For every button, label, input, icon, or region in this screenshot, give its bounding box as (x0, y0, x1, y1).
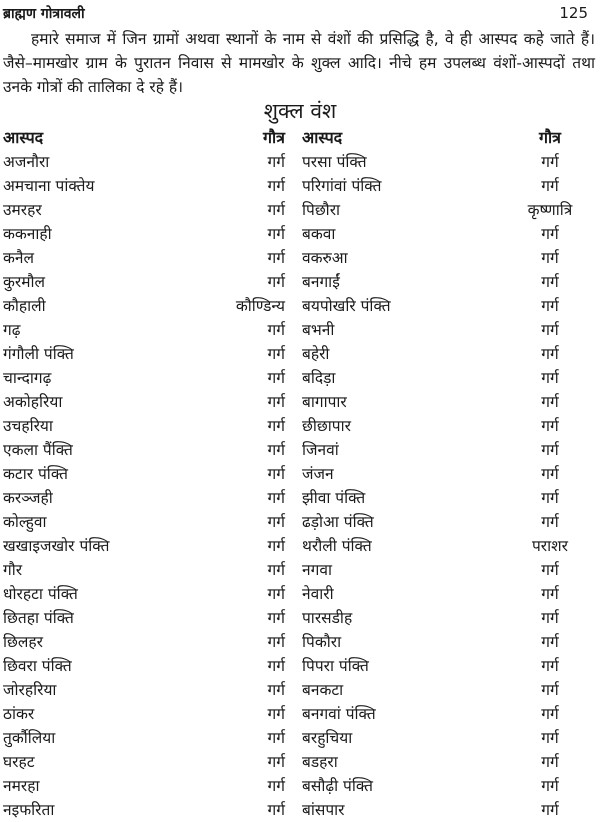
cell-gotra-2: गर्ग (541, 513, 559, 531)
cell-aaspad: छिलहर (3, 633, 43, 651)
table-row (0, 198, 600, 222)
cell-gotra: गर्ग (267, 705, 285, 723)
cell-aaspad-2: थरौली पंक्ति (302, 537, 372, 555)
cell-aaspad-2: बनकटा (302, 681, 344, 699)
cell-gotra: गर्ग (267, 537, 285, 555)
cell-gotra-2: गर्ग (541, 657, 559, 675)
cell-gotra: कौण्डिन्य (235, 297, 285, 315)
cell-gotra: गर्ग (267, 489, 285, 507)
cell-aaspad: छितहा पंक्ति (3, 609, 74, 627)
table-row (0, 630, 600, 654)
cell-aaspad-2: बभनी (302, 321, 335, 339)
cell-gotra: गर्ग (267, 681, 285, 699)
cell-gotra: गर्ग (267, 369, 285, 387)
cell-aaspad: कुरमौल (3, 273, 46, 291)
cell-gotra: गर्ग (267, 465, 285, 483)
cell-gotra-2: गर्ग (541, 297, 559, 315)
cell-gotra: गर्ग (267, 777, 285, 795)
cell-gotra-2: गर्ग (541, 345, 559, 363)
cell-aaspad-2: बकवा (302, 225, 336, 243)
table-row (0, 150, 600, 174)
cell-aaspad: उमरहर (3, 201, 42, 219)
cell-aaspad: नइफरिता (3, 801, 55, 819)
cell-aaspad-2: पिछौरा (302, 201, 341, 219)
table-row (0, 726, 600, 750)
cell-aaspad: अकोहरिया (3, 393, 63, 411)
cell-aaspad: उचहरिया (3, 417, 53, 435)
cell-aaspad-2: बडहरा (302, 753, 338, 771)
cell-aaspad-2: नगवा (302, 561, 332, 579)
cell-gotra-2: गर्ग (541, 681, 559, 699)
column-header-aaspad: आस्पद (3, 128, 44, 147)
cell-aaspad: घरहट (3, 753, 35, 771)
cell-aaspad: गंगौली पंक्ति (3, 345, 74, 363)
cell-gotra: गर्ग (267, 561, 285, 579)
table-row (0, 222, 600, 246)
cell-aaspad: कोल्हुवा (3, 513, 47, 531)
column-header-gotra: गौत्र (263, 128, 285, 147)
cell-aaspad: गढ़ (3, 321, 21, 339)
cell-aaspad-2: बांसपार (302, 801, 345, 819)
cell-aaspad-2: बसौढ़ी पंक्ति (302, 777, 373, 795)
cell-gotra-2: गर्ग (541, 321, 559, 339)
table-row (0, 462, 600, 486)
table-row (0, 390, 600, 414)
cell-aaspad: धोरहटा पंक्ति (3, 585, 78, 603)
cell-gotra-2: गर्ग (541, 609, 559, 627)
table-row (0, 414, 600, 438)
table-row (0, 798, 600, 822)
cell-aaspad-2: पारसडीह (302, 609, 353, 627)
cell-aaspad-2: पिपरा पंक्ति (302, 657, 369, 675)
cell-gotra-2: गर्ग (541, 561, 559, 579)
cell-aaspad: नमरहा (3, 777, 40, 795)
cell-aaspad-2: झीवा पंक्ति (302, 489, 366, 507)
cell-gotra: गर्ग (267, 417, 285, 435)
cell-aaspad: एकला पैंक्ति (3, 441, 73, 459)
table-row (0, 606, 600, 630)
cell-aaspad-2: पिकौरा (302, 633, 342, 651)
cell-aaspad-2: नेवारी (302, 585, 334, 603)
cell-gotra: गर्ग (267, 633, 285, 651)
cell-gotra: गर्ग (267, 753, 285, 771)
cell-gotra-2: गर्ग (541, 249, 559, 267)
table-row (0, 558, 600, 582)
cell-aaspad: जोरहरिया (3, 681, 57, 699)
cell-aaspad: कौहाली (3, 297, 46, 315)
table-row (0, 366, 600, 390)
cell-gotra-2: गर्ग (541, 489, 559, 507)
cell-gotra-2: गर्ग (541, 729, 559, 747)
cell-gotra: गर्ग (267, 177, 285, 195)
cell-aaspad-2: बनगवां पंक्ति (302, 705, 376, 723)
cell-gotra: गर्ग (267, 201, 285, 219)
cell-gotra-2: गर्ग (541, 801, 559, 819)
cell-gotra: गर्ग (267, 585, 285, 603)
cell-gotra-2: कृष्णात्रि (527, 201, 573, 219)
cell-aaspad: गौर (3, 561, 23, 579)
cell-aaspad: चान्दागढ़ (3, 369, 52, 387)
cell-gotra: गर्ग (267, 225, 285, 243)
page-number: 125 (559, 4, 588, 22)
table-row (0, 294, 600, 318)
cell-gotra-2: गर्ग (541, 393, 559, 411)
cell-aaspad-2: बनगाईं (302, 273, 340, 291)
cell-gotra-2: गर्ग (541, 273, 559, 291)
cell-gotra-2: गर्ग (541, 705, 559, 723)
cell-gotra-2: गर्ग (541, 153, 559, 171)
cell-gotra-2: गर्ग (541, 441, 559, 459)
cell-aaspad-2: परसा पंक्ति (302, 153, 367, 171)
cell-gotra: गर्ग (267, 441, 285, 459)
table-row (0, 486, 600, 510)
table-row (0, 582, 600, 606)
cell-aaspad: ठांकर (3, 705, 35, 723)
cell-aaspad-2: परिगांवां पंक्ति (302, 177, 382, 195)
column-header-aaspad-2: आस्पद (302, 128, 343, 147)
cell-aaspad: अमचाना पांक्तेय (3, 177, 95, 195)
intro-paragraph (3, 27, 595, 99)
table-row (0, 246, 600, 270)
running-title: ब्राह्मण गोत्रावली (3, 6, 85, 22)
table-row (0, 702, 600, 726)
cell-gotra: गर्ग (267, 393, 285, 411)
cell-aaspad-2: जंजन (302, 465, 334, 483)
intro-text: हमारे समाज में जिन ग्रामों अथवा स्थानों के नाम से वंशों की प्रसिद्धि है, वे ही आस्पद कहे जाते हैं। जैसे–मामखोर ग्राम के पुरातन निवास से मामखोर के शुक्ल आदि। नीचे हम उपलब्ध वंशों-आस्पदों तथा उनके गोत्रों की तालिका दे रहे हैं। (3, 30, 595, 96)
cell-aaspad-2: बदिड़ा (302, 369, 336, 387)
cell-aaspad-2: बहेरी (302, 345, 330, 363)
cell-aaspad: करञ्जही (3, 489, 53, 507)
cell-gotra: गर्ग (267, 801, 285, 819)
table-row (0, 510, 600, 534)
cell-gotra: गर्ग (267, 321, 285, 339)
cell-aaspad-2: बरहुचिया (302, 729, 353, 747)
cell-gotra: गर्ग (267, 729, 285, 747)
cell-gotra-2: गर्ग (541, 417, 559, 435)
cell-gotra-2: पराशर (531, 537, 569, 555)
cell-gotra: गर्ग (267, 249, 285, 267)
cell-aaspad-2: वकरुआ (302, 249, 348, 267)
cell-gotra-2: गर्ग (541, 177, 559, 195)
cell-aaspad-2: बयपोखरि पंक्ति (302, 297, 391, 315)
table-row (0, 270, 600, 294)
cell-aaspad-2: छीछापार (302, 417, 351, 435)
table-row (0, 678, 600, 702)
table-row (0, 438, 600, 462)
cell-gotra-2: गर्ग (541, 465, 559, 483)
table-row (0, 534, 600, 558)
table-row (0, 174, 600, 198)
cell-aaspad-2: ढड़ोआ पंक्ति (302, 513, 374, 531)
cell-gotra: गर्ग (267, 513, 285, 531)
cell-gotra: गर्ग (267, 345, 285, 363)
cell-gotra-2: गर्ग (541, 585, 559, 603)
table-row (0, 774, 600, 798)
cell-aaspad: कनैल (3, 249, 35, 267)
cell-aaspad: खखाइजखोर पंक्ति (3, 537, 110, 555)
cell-gotra-2: गर्ग (541, 633, 559, 651)
table-row (0, 750, 600, 774)
cell-aaspad: तुर्कौलिया (3, 729, 56, 747)
cell-aaspad: कटार पंक्ति (3, 465, 68, 483)
table-row (0, 342, 600, 366)
cell-aaspad: छिवरा पंक्ति (3, 657, 72, 675)
table-row (0, 654, 600, 678)
cell-aaspad: अजनौरा (3, 153, 50, 171)
column-header-gotra-2: गौत्र (539, 128, 561, 147)
cell-gotra-2: गर्ग (541, 225, 559, 243)
table-header (0, 126, 600, 150)
cell-aaspad-2: बागापार (302, 393, 347, 411)
cell-gotra: गर्ग (267, 657, 285, 675)
cell-gotra: गर्ग (267, 609, 285, 627)
table-row (0, 318, 600, 342)
cell-gotra: गर्ग (267, 273, 285, 291)
cell-gotra-2: गर्ग (541, 753, 559, 771)
cell-gotra-2: गर्ग (541, 369, 559, 387)
section-title: शुक्ल वंश (263, 99, 337, 123)
cell-gotra: गर्ग (267, 153, 285, 171)
cell-aaspad: ककनाही (3, 225, 52, 243)
cell-gotra-2: गर्ग (541, 777, 559, 795)
cell-aaspad-2: जिनवां (302, 441, 339, 459)
